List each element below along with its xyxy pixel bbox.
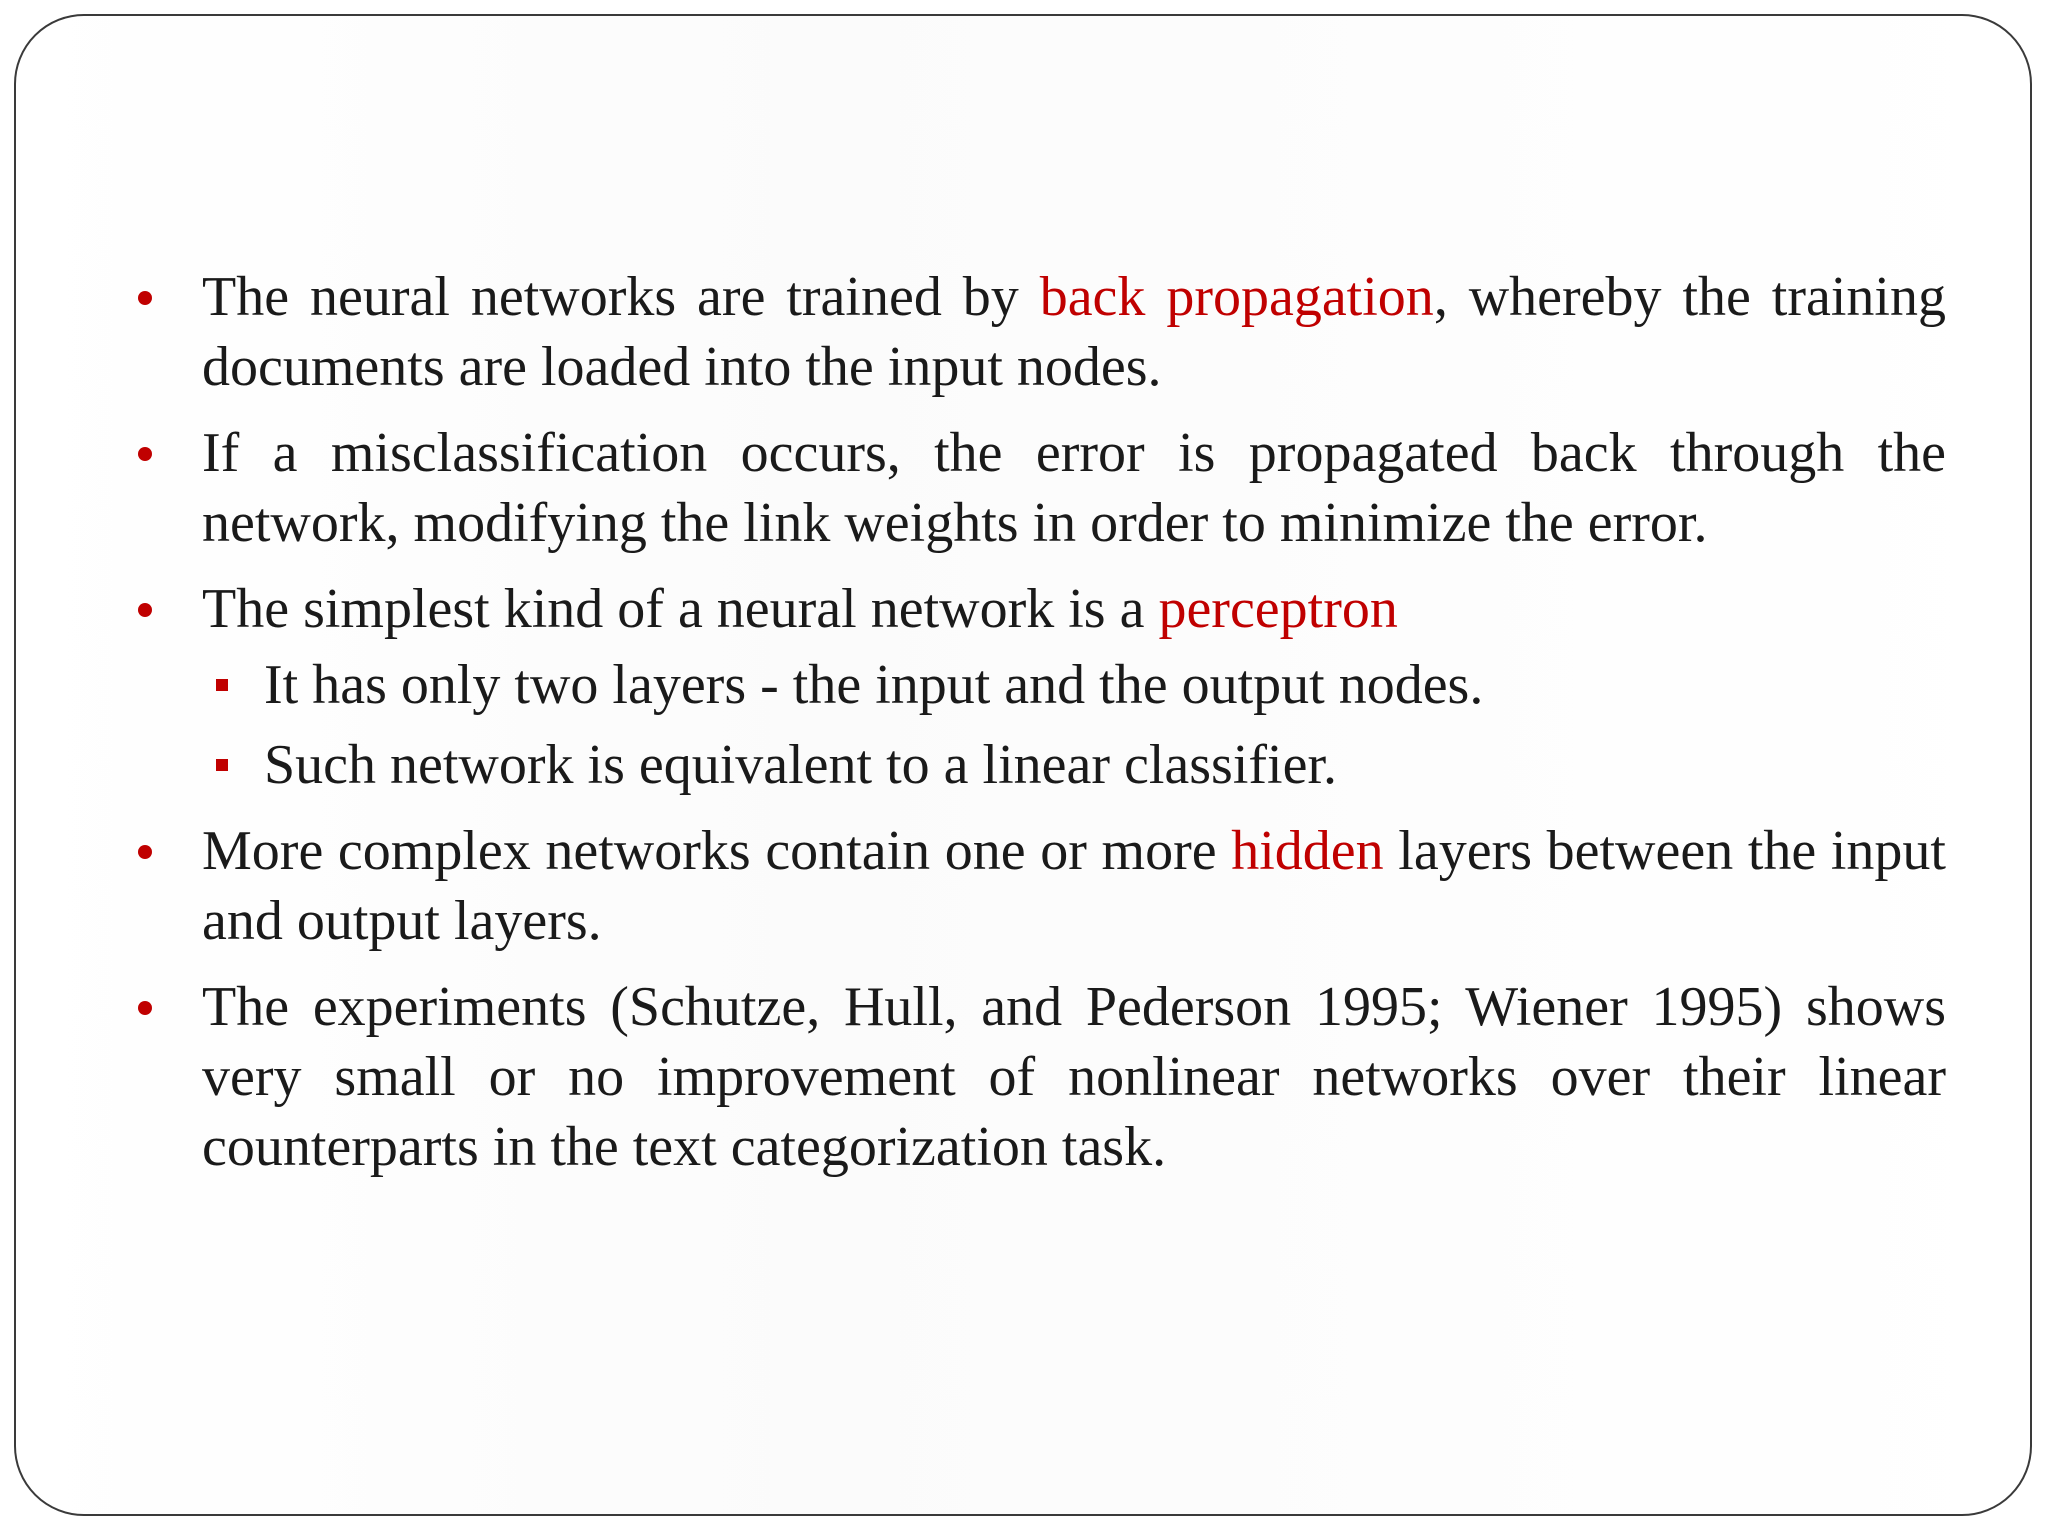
sub-bullet-text: It has only two layers - the input and the output nodes. [264,654,1484,716]
slide-content [128,262,1946,1198]
slide-frame [14,14,2032,1516]
bullet-dot-icon [138,447,152,461]
bullet-item [128,418,1946,558]
sub-bullet-item [128,650,1946,720]
bullet-item [128,972,1946,1182]
highlight-term: perceptron [1158,578,1398,640]
bullet-text: The neural networks are trained by [202,266,1040,328]
square-bullet-icon [216,759,228,771]
bullet-item [128,262,1946,402]
bullet-dot-icon [138,603,152,617]
bullet-text: The simplest kind of a neural network is a [202,578,1159,640]
square-bullet-icon [216,679,228,691]
bullet-dot-icon [138,1001,152,1015]
highlight-term: hidden [1231,820,1384,882]
bullet-text: If a misclassification occurs, the error is propagated back through the network, modifying the link weights in order to minimize the error. [202,422,1946,554]
bullet-dot-icon [138,845,152,859]
bullet-text: , whereby the training documents are loaded into the input nodes. [202,266,1946,398]
sub-bullet-item [128,730,1946,800]
sub-bullet-text: Such network is equivalent to a linear classifier. [264,734,1338,796]
bullet-item [128,574,1946,644]
bullet-text: layers between the input and output layers. [202,820,1946,952]
bullet-text: The experiments (Schutze, Hull, and Pederson 1995; Wiener 1995) shows very small or no improvement of nonlinear networks over their linear counterparts in the text categorization task. [202,976,1946,1178]
bullet-dot-icon [138,291,152,305]
bullet-text: More complex networks contain one or more [202,820,1232,882]
highlight-term: back propagation [1039,266,1434,328]
bullet-item [128,816,1946,956]
